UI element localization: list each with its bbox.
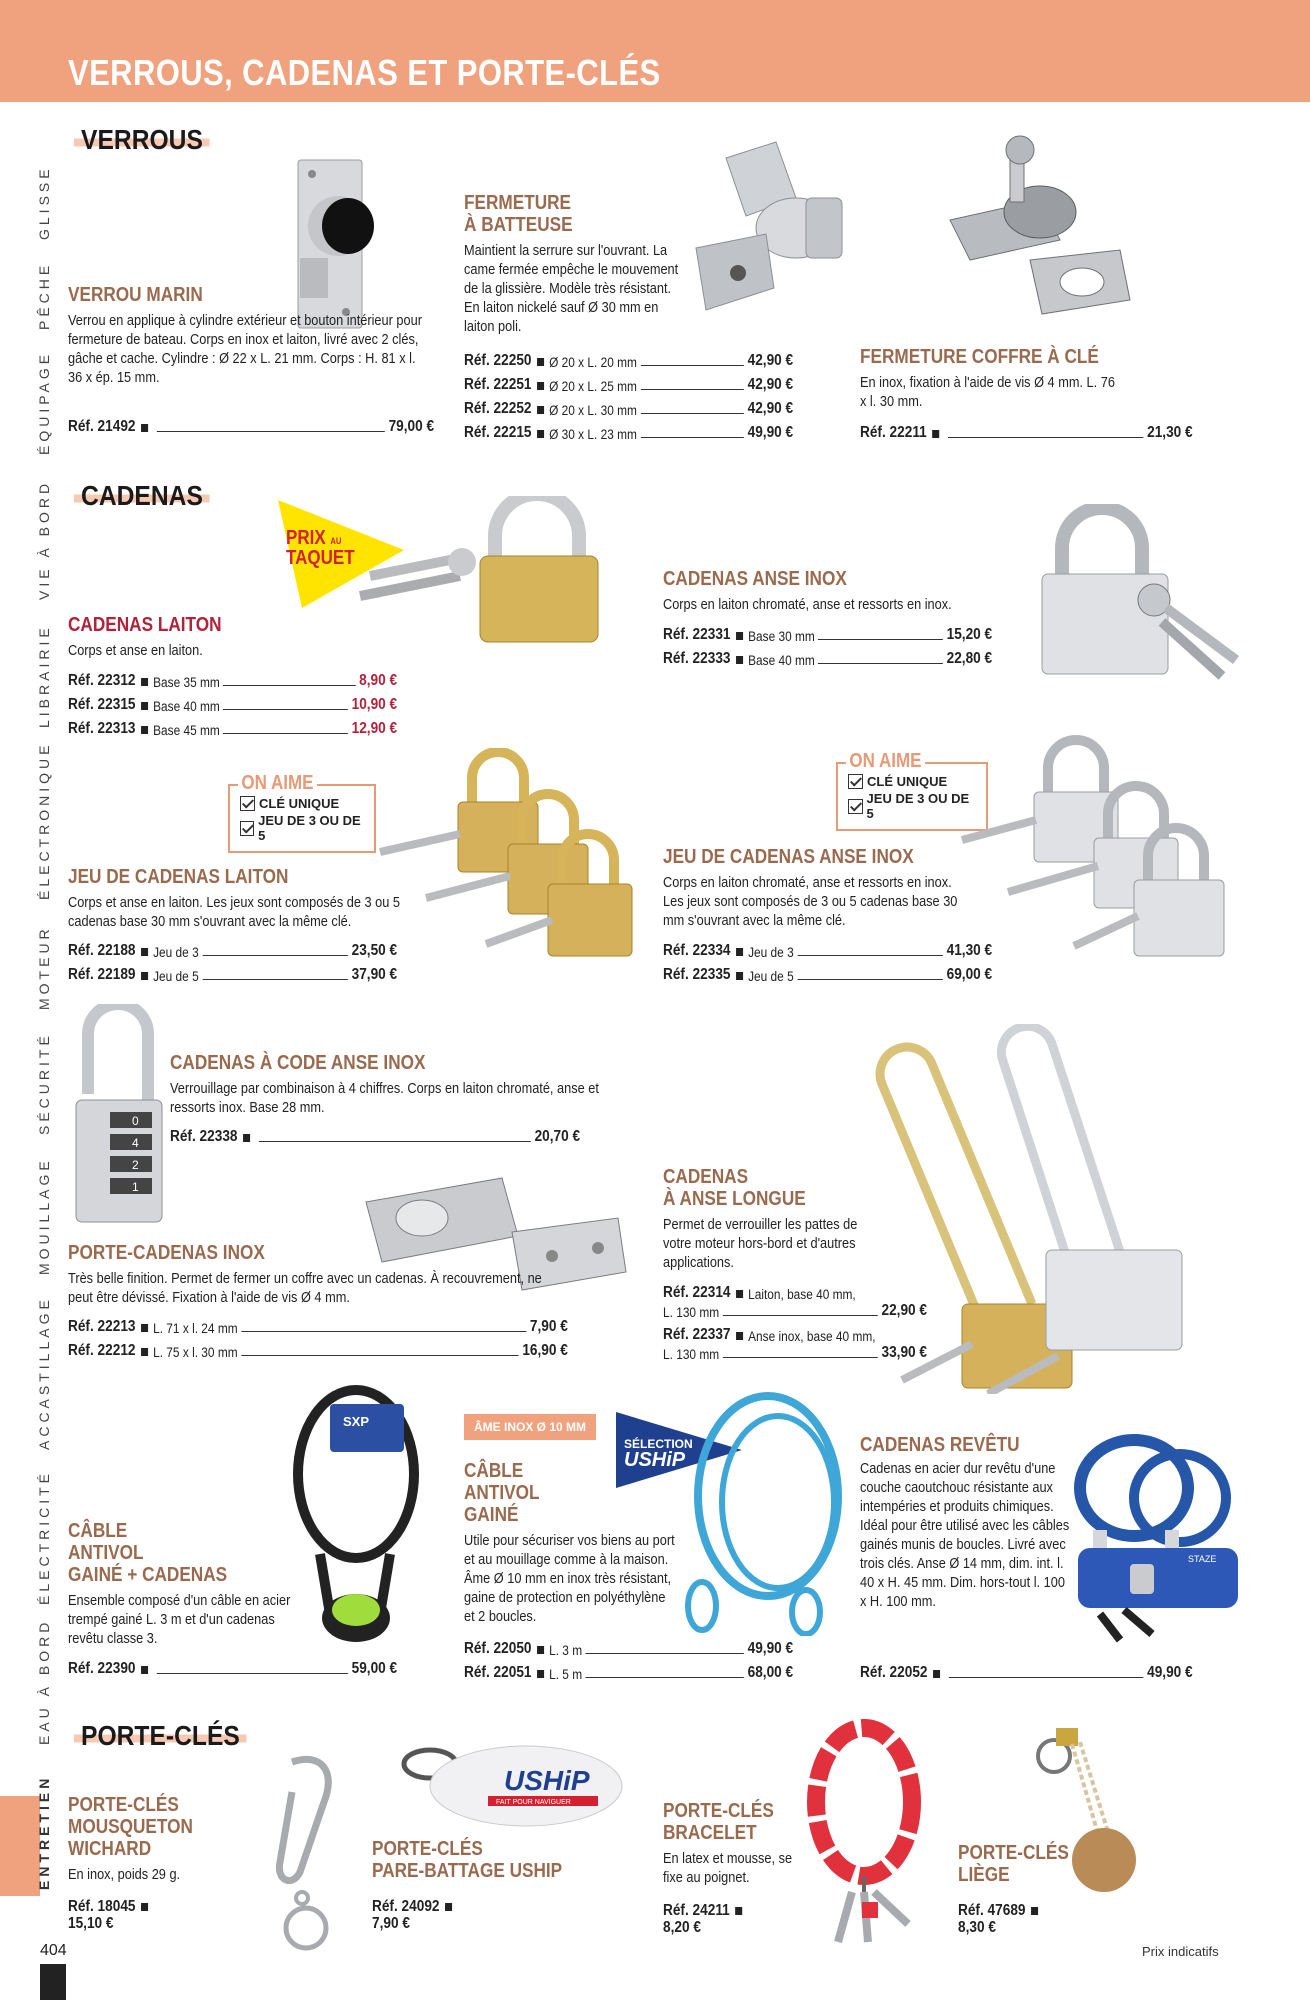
on-aime-box xyxy=(228,772,376,853)
product-title-line2: LIÈGE xyxy=(958,1864,1010,1886)
on-aime-item-label: CLÉ UNIQUE xyxy=(867,774,948,789)
product-title-line2: PARE-BATTAGE USHIP xyxy=(372,1860,563,1882)
uship-tagline: FAIT POUR NAVIGUER xyxy=(496,1799,571,1806)
product-title: PORTE-CLÉS xyxy=(663,1800,774,1822)
section-title-cadenas: CADENAS xyxy=(74,480,210,512)
product-title: CADENAS ANSE INOX xyxy=(663,568,847,590)
ref-number: Réf. 18045 xyxy=(68,1898,136,1915)
ref-price: 23,50 € xyxy=(351,942,398,959)
sidebar-item-librairie[interactable]: LIBRAIRIE xyxy=(36,624,52,728)
ref-price: 49,90 € xyxy=(1147,1664,1193,1681)
ref-row xyxy=(663,626,992,644)
header-banner xyxy=(0,0,1310,102)
ref-row xyxy=(860,1664,1193,1682)
product-title: PORTE-CLÉS xyxy=(958,1842,1069,1864)
digit-wheel: 4 xyxy=(132,1136,139,1150)
product-title-line2: ANTIVOL xyxy=(464,1482,540,1504)
ref-row xyxy=(464,352,793,370)
product-title-line3: GAINÉ xyxy=(464,1504,519,1526)
product-title: FERMETURE COFFRE À CLÉ xyxy=(860,346,1099,368)
product-description: En latex et mousse, se fixe au poignet. xyxy=(663,1851,793,1886)
sidebar-item-electricite[interactable]: ÉLECTRICITÉ xyxy=(36,1469,52,1605)
liege-keychain-image xyxy=(1028,1714,1138,1894)
ref-row xyxy=(68,1318,568,1336)
product-title-line2: À BATTEUSE xyxy=(464,214,573,236)
ref-number: Réf. 22250 xyxy=(464,352,532,369)
ref-number: Réf. 22334 xyxy=(663,942,731,959)
ref-price: 69,00 € xyxy=(946,966,993,983)
ref-row xyxy=(68,672,397,690)
ref-price: 8,30 € xyxy=(958,1919,996,1936)
ref-spec: L. 130 mm xyxy=(663,1347,720,1362)
sidebar-item-mouillage[interactable]: MOUILLAGE xyxy=(36,1157,52,1275)
product-title: JEU DE CADENAS ANSE INOX xyxy=(663,846,914,868)
sidebar-active-marker xyxy=(0,1796,40,1896)
on-aime-item xyxy=(240,796,364,811)
product-description: En inox, fixation à l'aide de vis Ø 4 mm. L. 76 x l. 30 mm. xyxy=(860,375,1115,410)
product-title: CADENAS REVÊTU xyxy=(860,1434,1020,1456)
page-number: 404 xyxy=(40,1942,67,1959)
ref-row xyxy=(464,1664,793,1682)
badge-line1: SÉLECTION xyxy=(624,1437,693,1451)
product-title: CADENAS À CODE ANSE INOX xyxy=(170,1052,426,1074)
sidebar-item-equipage[interactable]: ÉQUIPAGE xyxy=(36,350,52,455)
ref-row xyxy=(464,376,793,394)
ref-row xyxy=(663,1902,747,1936)
sidebar-item-eau-a-bord[interactable]: EAU À BORD xyxy=(36,1618,52,1745)
on-aime-title: ON AIME xyxy=(846,750,925,773)
ref-price: 41,30 € xyxy=(946,942,993,959)
ref-price: 8,20 € xyxy=(663,1919,701,1936)
ref-price: 59,00 € xyxy=(351,1660,398,1677)
product-title: PORTE-CLÉS xyxy=(68,1794,179,1816)
ref-spec: Laiton, base 40 mm, xyxy=(748,1287,856,1302)
section-title-verrous: VERROUS xyxy=(74,124,210,156)
uship-logo: USHiP xyxy=(504,1765,590,1796)
cadenas-revetu-image xyxy=(1060,1434,1240,1650)
sidebar-item-glisse[interactable]: GLISSE xyxy=(36,165,52,240)
on-aime-item xyxy=(240,813,364,843)
ref-number: Réf. 22189 xyxy=(68,966,136,983)
ref-number: Réf. 22333 xyxy=(663,650,731,667)
ref-price: 42,90 € xyxy=(747,400,794,417)
ref-number: Réf. 22314 xyxy=(663,1284,731,1301)
cadenas-code-image xyxy=(74,1004,166,1224)
ref-number: Réf. 22188 xyxy=(68,942,136,959)
bracelet-keychain-image xyxy=(798,1716,938,1950)
product-title: VERROU MARIN xyxy=(68,284,203,306)
ref-spec: Base 35 mm xyxy=(153,675,220,690)
ref-price: 8,90 € xyxy=(359,672,398,689)
ref-price: 22,80 € xyxy=(946,650,993,667)
staze-logo: STAZE xyxy=(1188,1554,1217,1564)
digit-wheel: 2 xyxy=(132,1158,139,1172)
ref-price: 15,10 € xyxy=(68,1915,114,1932)
ref-price: 21,30 € xyxy=(1147,424,1193,441)
ref-price: 49,90 € xyxy=(747,424,794,441)
ref-spec: Anse inox, base 40 mm, xyxy=(748,1329,876,1344)
product-description: Ensemble composé d'un câble en acier trempé gainé L. 3 m et d'un cadenas revêtu classe 3. xyxy=(68,1593,291,1647)
ref-spec: Jeu de 3 xyxy=(748,945,794,960)
ref-price: 79,00 € xyxy=(388,418,435,435)
ref-number: Réf. 22052 xyxy=(860,1664,928,1681)
sidebar-item-entretien[interactable]: ENTRETIEN xyxy=(36,1774,52,1890)
ref-number: Réf. 22251 xyxy=(464,376,532,393)
ref-number: Réf. 22213 xyxy=(68,1318,136,1335)
ref-row xyxy=(464,424,793,442)
ref-spec: Jeu de 3 xyxy=(153,945,199,960)
badge-line3: TAQUET xyxy=(286,547,355,569)
badge-line1: PRIX xyxy=(286,527,326,549)
product-title: JEU DE CADENAS LAITON xyxy=(68,866,289,888)
product-description: Corps et anse en laiton. Les jeux sont composés de 3 ou 5 cadenas base 30 mm s'ouvrant avec la même clé. xyxy=(68,895,400,930)
product-title: PORTE-CLÉS xyxy=(372,1838,483,1860)
sidebar-item-moteur[interactable]: MOTEUR xyxy=(36,925,52,1010)
on-aime-item xyxy=(848,774,976,789)
product-title: PORTE-CADENAS INOX xyxy=(68,1242,265,1264)
ref-number: Réf. 47689 xyxy=(958,1902,1026,1919)
product-title: FERMETURE xyxy=(464,192,572,214)
product-title-line2: ANTIVOL xyxy=(68,1542,144,1564)
cadenas-anse-longue-image xyxy=(862,1024,1252,1394)
footer-note: Prix indicatifs xyxy=(1142,1944,1219,1959)
ame-inox-tag: ÂME INOX Ø 10 MM xyxy=(464,1414,596,1440)
ref-number: Réf. 21492 xyxy=(68,418,136,435)
product-description: Cadenas en acier dur revêtu d'une couche caoutchouc résistante aux intempéries et produits chimiques. Idéal pour être utilisé avec les câbles gainés munis de boucles. Livré avec trois clés. Anse Ø 14 mm, dim. int. l. 40 x H. 45 mm. Dim. hors-tout l. 100 x H. 100 mm. xyxy=(860,1461,1070,1610)
ref-spec: L. 75 x l. 30 mm xyxy=(153,1345,238,1360)
ref-spec: Base 45 mm xyxy=(153,723,220,738)
jeu-cadenas-laiton-image xyxy=(376,748,640,968)
ref-number: Réf. 22338 xyxy=(170,1128,238,1145)
ref-row xyxy=(68,942,397,960)
product-description: Utile pour sécuriser vos biens au port et au mouillage comme à la maison. Âme Ø 10 mm en inox très résistant, gaine de protection en polyéthylène et 2 boucles. xyxy=(464,1533,675,1625)
ref-spec: Base 40 mm xyxy=(153,699,220,714)
sidebar-item-securite[interactable]: SÉCURITÉ xyxy=(36,1032,52,1135)
ref-price: 20,70 € xyxy=(534,1128,581,1145)
sidebar-item-electronique[interactable]: ÉLECTRONIQUE xyxy=(36,741,52,900)
ref-row xyxy=(464,400,793,418)
product-description: Corps en laiton chromaté, anse et ressorts en inox. Les jeux sont composés de 3 ou 5 cadenas base 30 mm s'ouvrant avec la même clé. xyxy=(663,875,958,929)
fermeture-batteuse-image xyxy=(686,138,846,320)
ref-price: 7,90 € xyxy=(529,1318,568,1335)
ref-number: Réf. 22212 xyxy=(68,1342,136,1359)
digit-wheel: 0 xyxy=(132,1114,139,1128)
ref-price: 33,90 € xyxy=(881,1344,927,1361)
product-description: En inox, poids 29 g. xyxy=(68,1867,181,1883)
ref-row xyxy=(68,1660,397,1678)
cable-antivol-gaine-image xyxy=(682,1386,846,1636)
checkbox-checked-icon xyxy=(848,799,863,814)
product-title-line2: MOUSQUETON xyxy=(68,1816,193,1838)
ref-number: Réf. 22337 xyxy=(663,1326,731,1343)
ref-price: 12,90 € xyxy=(351,720,398,737)
sidebar-item-accastillage[interactable]: ACCASTILLAGE xyxy=(36,1296,52,1450)
ref-number: Réf. 22313 xyxy=(68,720,136,737)
pare-battage-keychain-image xyxy=(396,1724,630,1834)
ref-spec: L. 5 m xyxy=(549,1667,583,1682)
ref-number: Réf. 24211 xyxy=(663,1902,730,1919)
sxp-logo: SXP xyxy=(342,1414,370,1429)
on-aime-title: ON AIME xyxy=(238,772,317,795)
ref-number: Réf. 22215 xyxy=(464,424,532,441)
product-title-line2: À ANSE LONGUE xyxy=(663,1188,806,1210)
badge-line2: USHiP xyxy=(624,1449,686,1471)
checkbox-checked-icon xyxy=(848,774,863,789)
ref-price: 15,20 € xyxy=(946,626,993,643)
ref-number: Réf. 22252 xyxy=(464,400,532,417)
on-aime-item xyxy=(848,791,976,821)
product-title: CADENAS LAITON xyxy=(68,614,222,636)
ref-spec: Ø 20 x L. 20 mm xyxy=(549,355,637,370)
jeu-cadenas-inox-image xyxy=(958,734,1236,966)
product-title: CADENAS xyxy=(663,1166,749,1188)
ref-price: 49,90 € xyxy=(747,1640,794,1657)
section-title-porte-cles: PORTE-CLÉS xyxy=(74,1720,247,1752)
product-description: Verrouillage par combinaison à 4 chiffres. Corps en laiton chromaté, anse et ressorts inox. Base 28 mm. xyxy=(170,1081,599,1116)
ref-number: Réf. 24092 xyxy=(372,1898,440,1915)
product-title-line3: WICHARD xyxy=(68,1838,152,1860)
ref-number: Réf. 22312 xyxy=(68,672,136,689)
ref-row xyxy=(464,1640,793,1658)
checkbox-checked-icon xyxy=(240,821,254,836)
ref-spec: Ø 30 x L. 23 mm xyxy=(549,427,637,442)
ref-row xyxy=(68,1342,568,1360)
ref-spec: Ø 20 x L. 25 mm xyxy=(549,379,637,394)
ref-price: 37,90 € xyxy=(351,966,398,983)
ref-row xyxy=(663,650,992,668)
product-title: CÂBLE xyxy=(464,1460,524,1482)
cadenas-anse-inox-image xyxy=(1036,504,1246,684)
ref-price: 42,90 € xyxy=(747,376,794,393)
ref-price: 22,90 € xyxy=(881,1302,927,1319)
on-aime-item-label: CLÉ UNIQUE xyxy=(259,796,340,811)
ref-number: Réf. 22315 xyxy=(68,696,136,713)
prix-au-taquet-text xyxy=(286,527,355,569)
ref-spec: Jeu de 5 xyxy=(153,969,199,984)
footer-marker xyxy=(40,1964,66,2000)
ref-row xyxy=(170,1128,580,1146)
badge-line2: AU xyxy=(330,536,342,546)
product-description: Permet de verrouiller les pattes de votre moteur hors-bord et d'autres applications. xyxy=(663,1217,858,1271)
ref-row xyxy=(68,1898,153,1932)
ref-spec: Jeu de 5 xyxy=(748,969,794,984)
mousqueton-image xyxy=(262,1752,342,1952)
ref-price: 7,90 € xyxy=(372,1915,410,1932)
ref-number: Réf. 22390 xyxy=(68,1660,136,1677)
ref-row xyxy=(372,1898,457,1932)
ref-row xyxy=(663,966,992,984)
ref-spec: Base 40 mm xyxy=(748,653,815,668)
ref-spec: L. 71 x l. 24 mm xyxy=(153,1321,238,1336)
ref-row xyxy=(663,942,992,960)
product-title: CÂBLE xyxy=(68,1520,128,1542)
ref-price: 10,90 € xyxy=(351,696,398,713)
product-title-line2: BRACELET xyxy=(663,1822,757,1844)
digit-wheel: 1 xyxy=(132,1180,139,1194)
product-description: Maintient la serrure sur l'ouvrant. La came fermée empêche le mouvement de la glissière. Modèle très résistant. En laiton nickelé sauf Ø 30 mm en laiton poli. xyxy=(464,243,679,335)
product-description: Corps et anse en laiton. xyxy=(68,643,203,659)
sidebar-item-peche[interactable]: PÊCHE xyxy=(36,261,52,330)
ref-number: Réf. 22050 xyxy=(464,1640,532,1657)
checkbox-checked-icon xyxy=(240,796,255,811)
ref-number: Réf. 22335 xyxy=(663,966,731,983)
ref-spec: Ø 20 x L. 30 mm xyxy=(549,403,637,418)
ref-row xyxy=(68,696,397,714)
page-title: VERROUS, CADENAS ET PORTE-CLÉS xyxy=(68,52,661,93)
cable-antivol-cadenas-image xyxy=(290,1384,422,1650)
on-aime-item-label: JEU DE 3 OU DE 5 xyxy=(866,791,970,821)
ref-row xyxy=(860,424,1193,442)
on-aime-item-label: JEU DE 3 OU DE 5 xyxy=(258,813,361,843)
product-description: Corps en laiton chromaté, anse et ressorts en inox. xyxy=(663,597,952,613)
ref-spec: Base 30 mm xyxy=(748,629,815,644)
product-description: Verrou en applique à cylindre extérieur et bouton intérieur pour fermeture de bateau. Corps en inox et laiton, livré avec 2 clés, gâche et cache. Cylindre : Ø 22 x L. 21 mm. Corps : H. 81 x l. 36 x ép. 15 mm. xyxy=(68,313,422,386)
ref-row xyxy=(68,418,434,436)
product-description: Très belle finition. Permet de fermer un coffre avec un cadenas. À recouvrement, ne peut être dévissé. Fixation à l'aide de vis Ø 4 mm. xyxy=(68,1271,542,1306)
verrou-marin-image xyxy=(262,156,392,336)
ref-number: Réf. 22051 xyxy=(464,1664,532,1681)
ref-number: Réf. 22211 xyxy=(860,424,927,441)
ref-price: 16,90 € xyxy=(522,1342,568,1359)
fermeture-coffre-image xyxy=(930,130,1140,320)
ref-row xyxy=(68,966,397,984)
ref-row xyxy=(68,720,397,738)
ref-number: Réf. 22331 xyxy=(663,626,731,643)
sidebar-item-vie-a-bord[interactable]: VIE À BORD xyxy=(36,479,52,600)
product-title-line3: GAINÉ + CADENAS xyxy=(68,1564,228,1586)
ref-spec: L. 3 m xyxy=(549,1643,583,1658)
ref-row xyxy=(958,1902,1043,1936)
ref-price: 42,90 € xyxy=(747,352,794,369)
ref-price: 68,00 € xyxy=(747,1664,794,1681)
ref-spec: L. 130 mm xyxy=(663,1305,720,1320)
cadenas-laiton-image xyxy=(350,496,650,646)
